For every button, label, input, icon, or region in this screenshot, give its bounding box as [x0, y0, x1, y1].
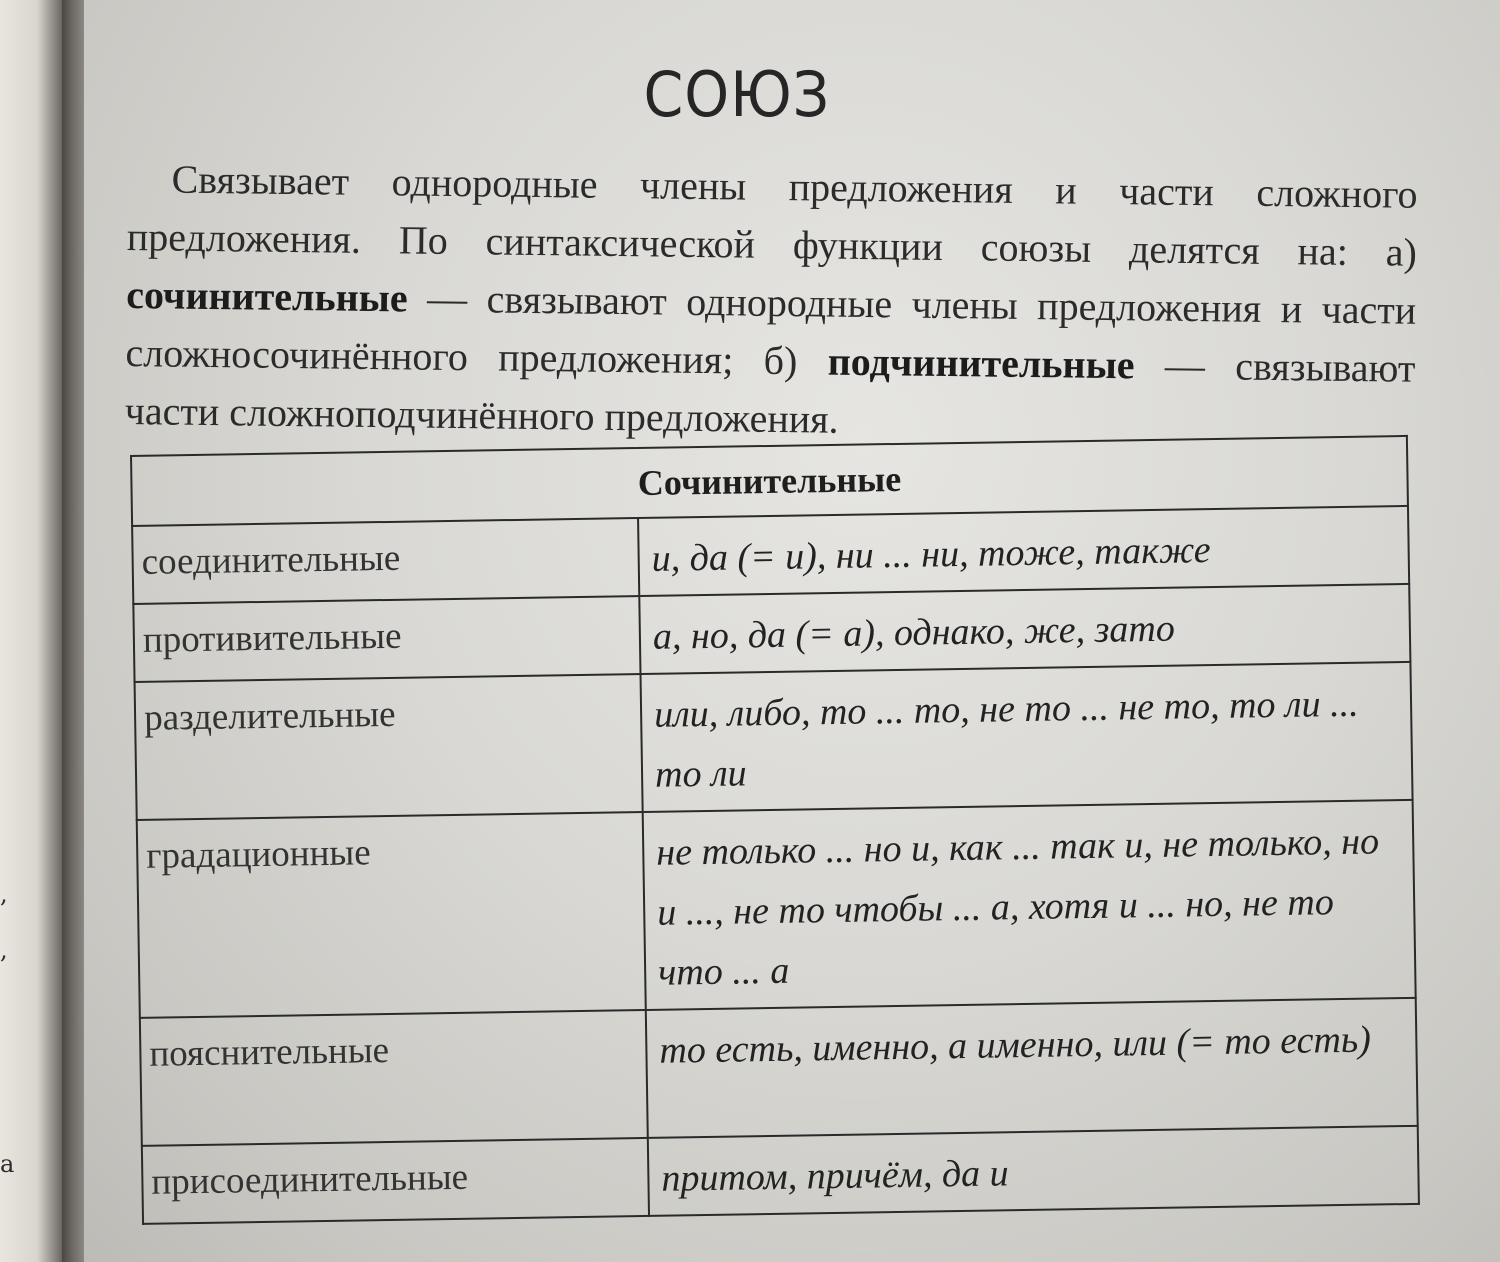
book-page	[84, 0, 1500, 1262]
row-examples: не только ... но и, как ... так и, не только, но и ..., не то чтобы ... а, хотя и ... но, не то что ... а	[643, 800, 1416, 1010]
left-page-mark: ,	[0, 936, 8, 964]
table-row	[135, 662, 1413, 820]
row-examples: притом, причём, да и	[648, 1126, 1419, 1216]
left-page-mark: а	[0, 1150, 15, 1178]
intro-paragraph	[124, 150, 1417, 456]
table-row	[137, 800, 1416, 1018]
row-examples: а, но, да (= а), однако, же, зато	[639, 584, 1410, 674]
term-coordinating: сочинительные	[125, 271, 408, 321]
book-gutter	[62, 0, 84, 1262]
row-kind: соединительные	[132, 518, 639, 604]
intro-text-2: — связывают однородные члены предложения и части сложносочинённого предложения; б)	[125, 275, 1417, 384]
left-page-edge	[0, 0, 62, 1262]
table-header: Сочинительные	[131, 436, 1408, 526]
intro-text-3: — связывают части сложноподчинённого предложения.	[124, 342, 1416, 442]
row-kind: разделительные	[135, 674, 643, 820]
term-subordinating: подчинительные	[827, 338, 1135, 388]
left-page-mark: ,	[0, 880, 8, 908]
intro-text-1: Связывает однородные члены предложения и части сложного предложения. По синтаксической функции союзы делятся на: а)	[126, 156, 1418, 275]
row-examples: и, да (= и), ни ... ни, тоже, также	[638, 506, 1409, 596]
row-kind: пояснительные	[140, 1010, 648, 1146]
page-title: СОЮЗ	[643, 58, 831, 131]
row-examples: или, либо, то ... то, не то ... не то, то ли ... то ли	[641, 662, 1413, 812]
row-kind: присоединительные	[142, 1138, 649, 1224]
row-examples: то есть, именно, а именно, или (= то есть)	[646, 998, 1418, 1138]
row-kind: противительные	[133, 596, 640, 682]
row-kind: градационные	[137, 812, 646, 1018]
table-row	[140, 998, 1418, 1146]
conjunctions-table	[130, 435, 1420, 1225]
